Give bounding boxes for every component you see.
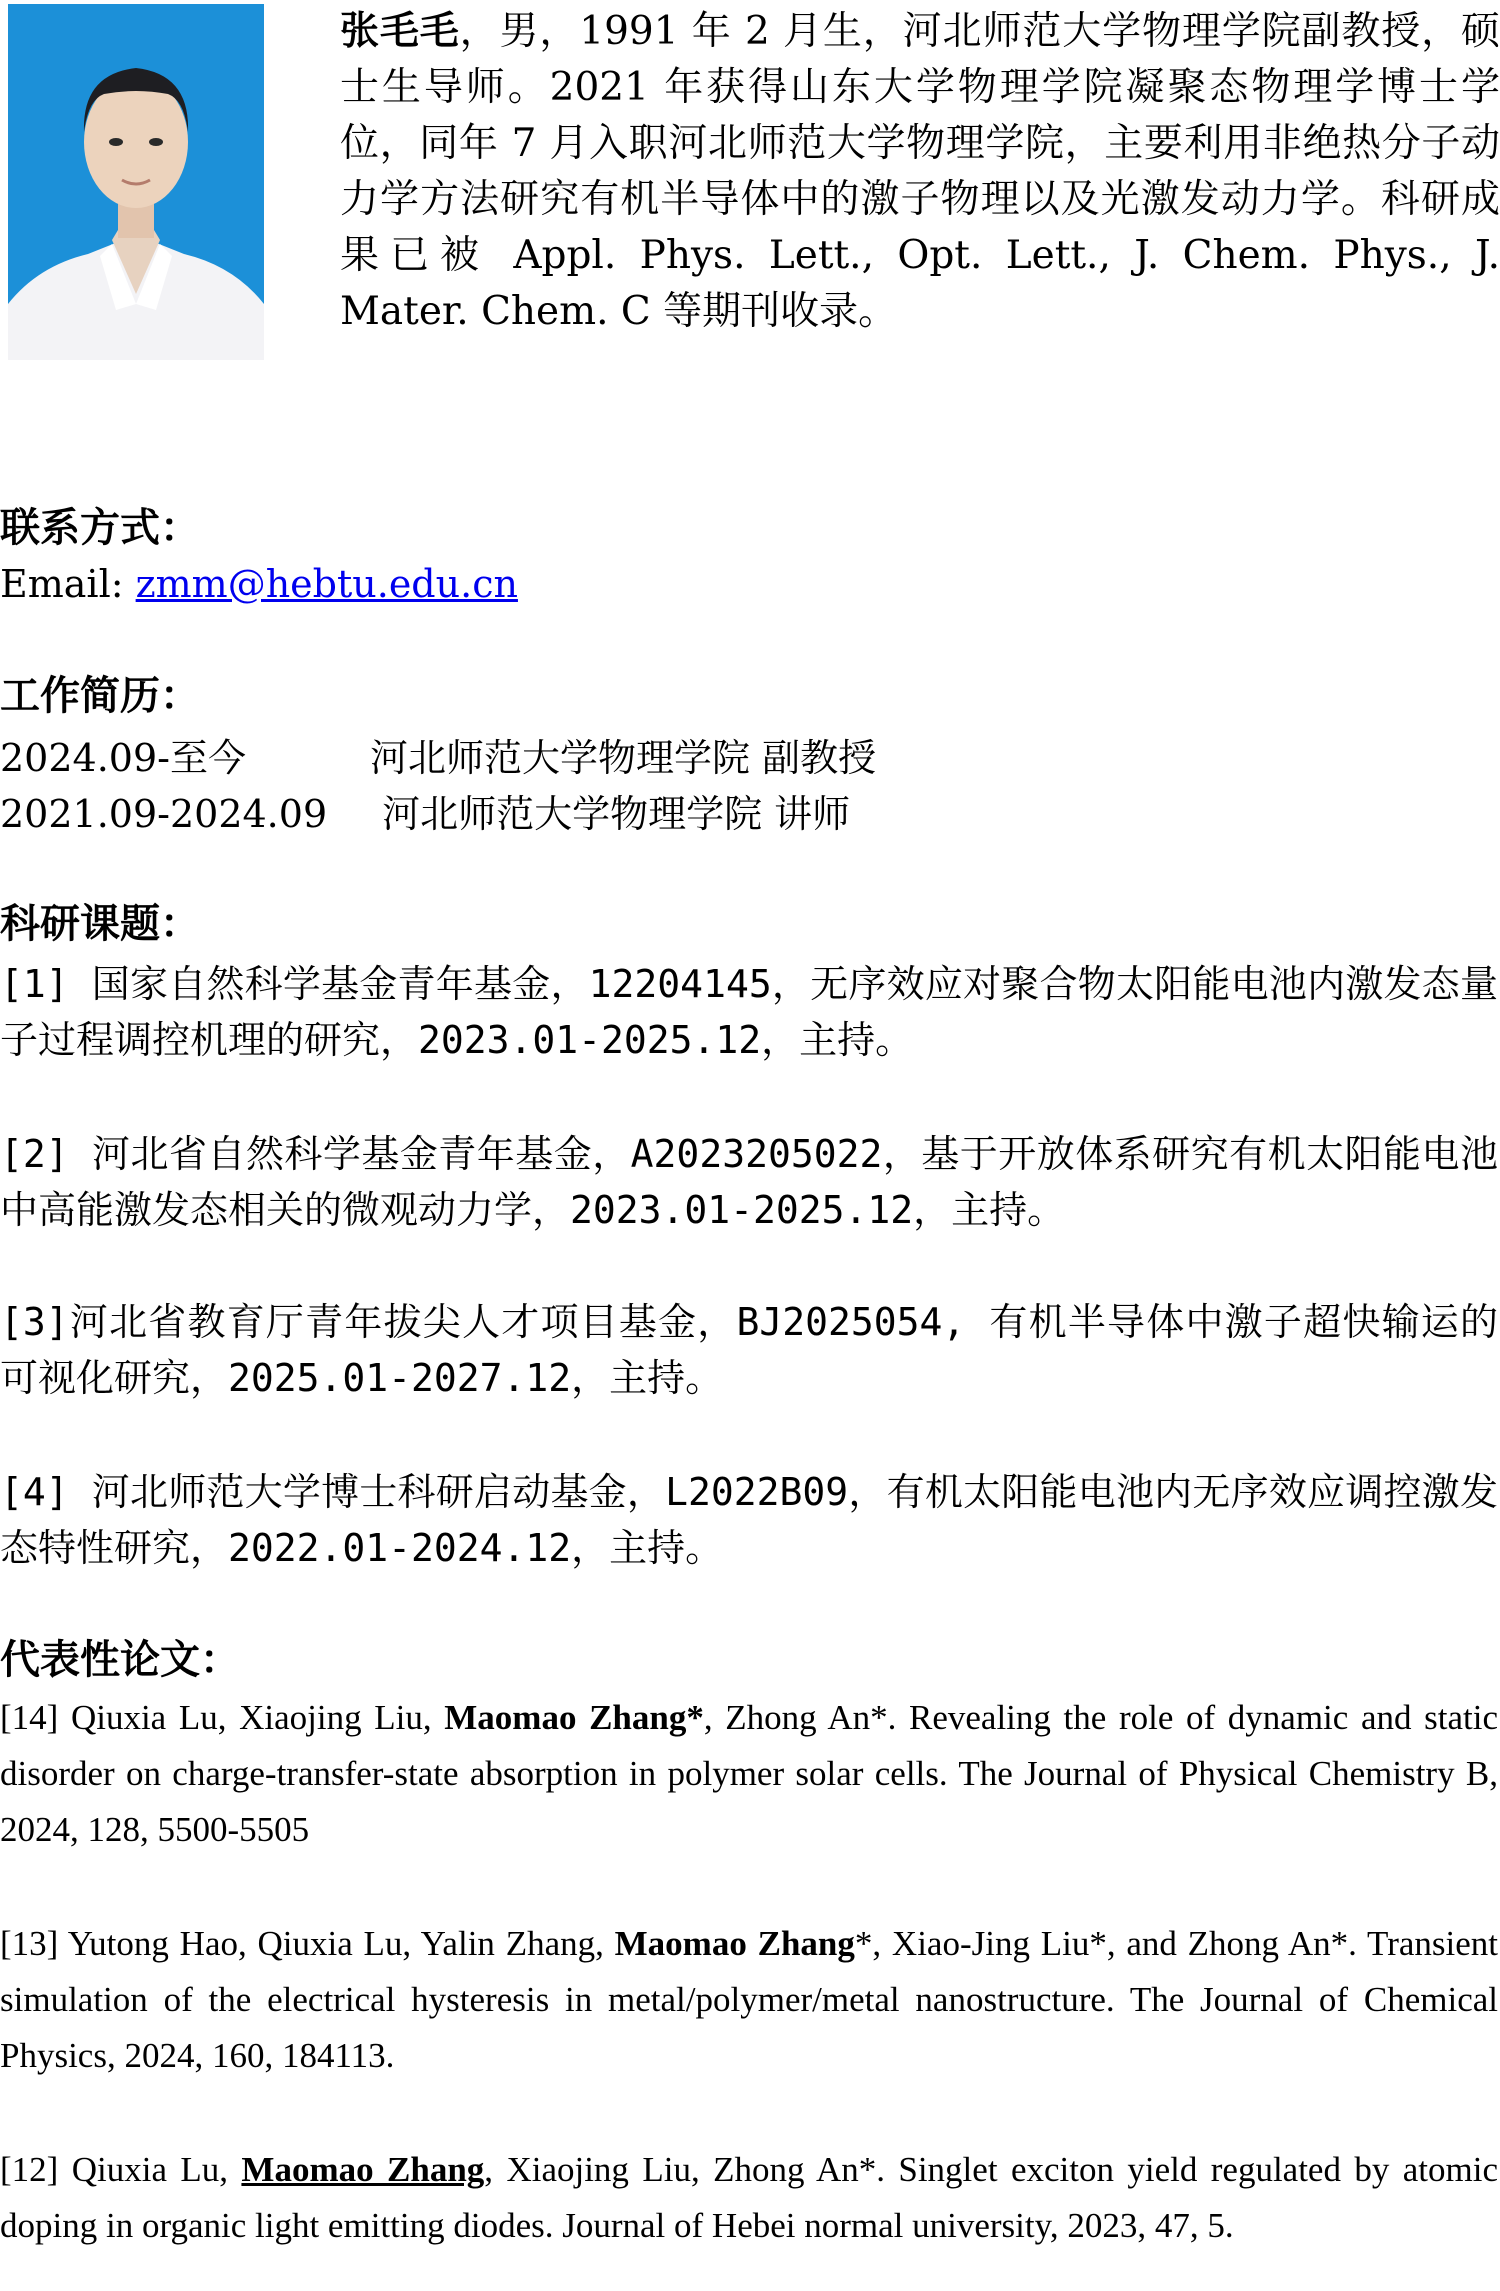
work-row: [0, 730, 876, 786]
paper-item: [0, 2142, 1498, 2254]
work-period: 2021.09-2024.09: [0, 792, 328, 836]
portrait-image: [8, 4, 264, 360]
paper-text-before: [13] Yutong Hao, Qiuxia Lu, Yalin Zhang,: [0, 1924, 615, 1963]
project-item: [1] 国家自然科学基金青年基金，12204145，无序效应对聚合物太阳能电池内激发态量子过程调控机理的研究，2023.01-2025.12，主持。: [0, 962, 1498, 1062]
projects-heading: 科研课题：: [0, 901, 200, 947]
work-desc: 河北师范大学物理学院 副教授: [370, 736, 877, 780]
email-label: Email:: [0, 562, 136, 606]
paper-text-before: [12] Qiuxia Lu,: [0, 2150, 242, 2189]
bio-paragraph: [340, 4, 1500, 340]
paper-item: [0, 1690, 1498, 1858]
project-item: [3]河北省教育厅青年拔尖人才项目基金，BJ2025054, 有机半导体中激子超快输运的可视化研究，2025.01-2027.12，主持。: [0, 1300, 1498, 1400]
paper-text-after: , Zhong An*. Revealing the role of dynamic and static disorder on charge-transfer-state absorption in polymer solar cells. The Journal of Physical Chemistry B, 2024, 128, 5500-5505: [0, 1698, 1498, 1849]
profile-photo: [8, 4, 264, 360]
paper-author-highlight: Maomao Zhang: [241, 2150, 485, 2189]
paper-text-after: *, Xiao-Jing Liu*, and Zhong An*. Transient simulation of the electrical hysteresis in metal/polymer/metal nanostructure. The Journal of Chemical Physics, 2024, 160, 184113.: [0, 1924, 1499, 2075]
email-line: [0, 556, 518, 612]
project-item: [4] 河北师范大学博士科研启动基金，L2022B09，有机太阳能电池内无序效应调控激发态特性研究，2022.01-2024.12，主持。: [0, 1470, 1498, 1570]
paper-text-after: , Xiaojing Liu, Zhong An*. Singlet exciton yield regulated by atomic doping in organic light emitting diodes. Journal of Hebei normal university, 2023, 47, 5.: [0, 2150, 1499, 2245]
person-name: 张毛毛: [340, 9, 460, 54]
paper-author-highlight: Maomao Zhang*: [444, 1698, 704, 1737]
contact-heading: 联系方式：: [0, 505, 200, 551]
work-row: [0, 786, 850, 842]
paper-text-before: [14] Qiuxia Lu, Xiaojing Liu,: [0, 1698, 445, 1737]
work-heading: 工作简历：: [0, 673, 200, 719]
work-period: 2024.09-至今: [0, 736, 246, 780]
papers-heading: 代表性论文：: [0, 1637, 240, 1683]
paper-author-highlight: Maomao Zhang: [614, 1924, 855, 1963]
paper-item: [0, 1916, 1498, 2084]
project-item: [2] 河北省自然科学基金青年基金，A2023205022，基于开放体系研究有机太阳能电池中高能激发态相关的微观动力学，2023.01-2025.12，主持。: [0, 1132, 1498, 1232]
bio-text: ，男，1991 年 2 月生，河北师范大学物理学院副教授，硕士生导师。2021 年获得山东大学物理学院凝聚态物理学博士学位，同年 7 月入职河北师范大学物理学院，主要利用非绝热分子动力学方法研究有机半导体中的激子物理以及光激发动力学。科研成果已被 Appl. Phys. Lett., Opt. Lett., J. Chem. Phys., J. Mater. Chem. C 等期刊收录。: [340, 9, 1500, 334]
email-link[interactable]: zmm@hebtu.edu.cn: [135, 562, 518, 606]
work-desc: 河北师范大学物理学院 讲师: [370, 792, 851, 836]
